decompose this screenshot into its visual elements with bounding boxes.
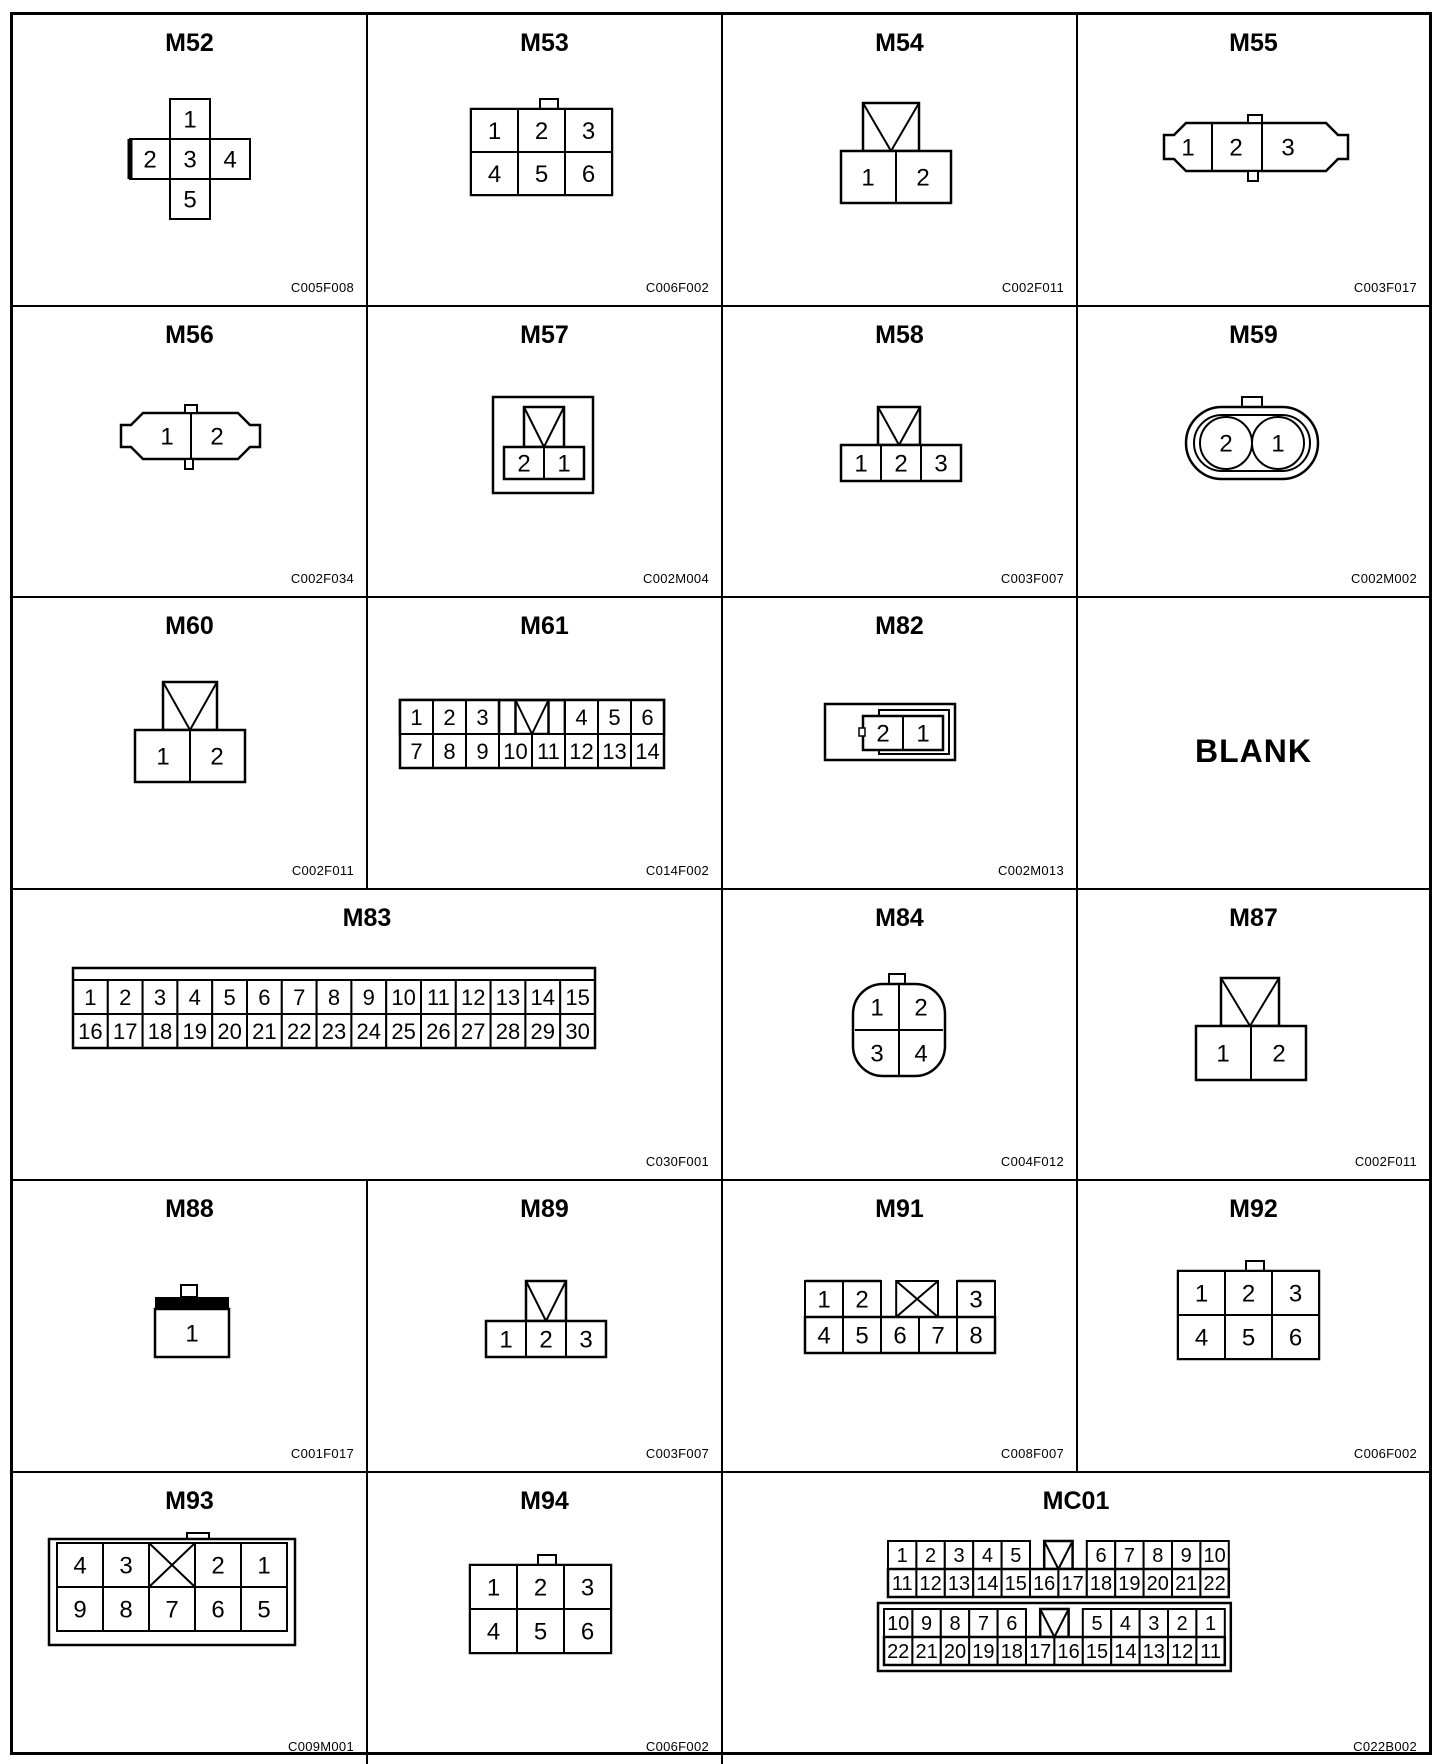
pin-number: 7: [410, 738, 423, 764]
pin-number: 11: [891, 1573, 913, 1596]
key-slot: [163, 682, 217, 730]
connector-diagram: [368, 1473, 723, 1764]
pin-number: 10: [1203, 1545, 1226, 1568]
pin-number: 1: [499, 1326, 513, 1354]
connector-code: C003F017: [1353, 280, 1417, 295]
pin-number: 4: [817, 1322, 831, 1350]
connector-cell-mc01: [723, 1473, 1429, 1764]
connector-code: C002M004: [643, 571, 709, 586]
pin-number: 17: [112, 1018, 138, 1044]
pin-number: 3: [476, 704, 489, 730]
connector-title: M56: [165, 321, 214, 349]
pin-number: 18: [1089, 1573, 1113, 1596]
pin-number: 14: [976, 1573, 999, 1596]
pin-number: 4: [981, 1545, 993, 1568]
pin-number: 7: [165, 1596, 179, 1624]
pin-number: 22: [1203, 1573, 1226, 1596]
pin-number: 4: [487, 161, 502, 189]
connector-diagram: [1078, 890, 1429, 1181]
pin-number: 4: [73, 1552, 87, 1580]
pin-number: 2: [925, 1545, 937, 1568]
pin-number: 15: [1004, 1573, 1027, 1596]
pin-number: 20: [1146, 1573, 1169, 1596]
pin-number: 16: [1057, 1641, 1080, 1664]
pin-number: 1: [156, 743, 170, 771]
pin-number: 9: [73, 1596, 87, 1624]
connector-diagram: [723, 15, 1078, 307]
pin-number: 14: [530, 984, 556, 1010]
connector-cell-m83: [13, 890, 723, 1181]
pin-number: 5: [1091, 1613, 1103, 1636]
pin-number: 9: [476, 738, 489, 764]
pin-number: 3: [1148, 1613, 1160, 1636]
connector-diagram: [13, 890, 723, 1181]
connector-cell-m94: [368, 1473, 723, 1764]
connector-cell-m54: [723, 15, 1078, 307]
connector-cell-m55: [1078, 15, 1429, 307]
connector-cell-m89: [368, 1181, 723, 1473]
pin-number: 6: [1006, 1613, 1018, 1636]
pin-number: 7: [1123, 1545, 1135, 1568]
pin-number: 10: [391, 984, 416, 1010]
pin-number: 10: [887, 1613, 910, 1636]
lock-tab: [1248, 115, 1262, 123]
lock-tab: [889, 974, 905, 984]
pin-number: 2: [143, 146, 157, 174]
pin-number: 12: [460, 984, 486, 1010]
connector-code: C006F002: [1353, 1446, 1417, 1461]
connector-title: M93: [165, 1487, 214, 1515]
pin-number: 13: [602, 738, 627, 764]
key-slot: [863, 103, 919, 151]
connector-code: C008F007: [1000, 1446, 1064, 1461]
connector-cell-m57: [368, 307, 723, 598]
lock-tab: [538, 1555, 556, 1565]
pin-number: 22: [286, 1018, 312, 1044]
key-slot: [524, 407, 564, 447]
connector-title: M60: [165, 612, 214, 640]
connector-title: M87: [1229, 904, 1278, 932]
pin-number: 20: [943, 1641, 967, 1664]
pin-number: 2: [1229, 134, 1243, 162]
pin-number: 2: [443, 704, 456, 730]
pin-number: 1: [1181, 134, 1195, 162]
pin-number: 1: [1194, 1280, 1209, 1308]
key-slot: [516, 700, 549, 734]
connector-title: M55: [1229, 29, 1278, 57]
pin-number: 2: [914, 994, 928, 1022]
connector-code: C002F011: [291, 863, 354, 878]
pin-number: 1: [861, 164, 875, 192]
connector-code: C030F001: [645, 1154, 709, 1169]
connector-diagram: [13, 15, 368, 307]
connector-cell-m92: [1078, 1181, 1429, 1473]
connector-title: M89: [520, 1195, 569, 1223]
pin-number: 1: [557, 450, 571, 478]
pin-number: 27: [460, 1018, 486, 1044]
pin-number: 3: [183, 146, 197, 174]
pin-number: 6: [893, 1322, 907, 1350]
connector-diagram: [723, 890, 1078, 1181]
pin-number: 1: [916, 720, 930, 748]
connector-diagram: [1078, 15, 1429, 307]
pin-number: 19: [1118, 1573, 1141, 1596]
connector-cell-m53: [368, 15, 723, 307]
connector-code: C006F002: [645, 1739, 709, 1754]
connector-cell-m93: [13, 1473, 368, 1764]
pin-number: 6: [211, 1596, 225, 1624]
pin-number: 1: [854, 450, 868, 478]
connector-title: M61: [520, 612, 569, 640]
lock-tab: [185, 459, 193, 469]
pin-number: 4: [914, 1040, 928, 1068]
connector-diagram: [368, 15, 723, 307]
pin-number: 5: [534, 161, 549, 189]
connector-title: M52: [165, 29, 214, 57]
connector-code: C003F007: [1000, 571, 1064, 586]
lock-tab: [1242, 397, 1262, 407]
connector-cell-m58: [723, 307, 1078, 598]
pin-number: 23: [321, 1018, 347, 1044]
connector-cell-blank: [1078, 598, 1429, 890]
connector-diagram: [1078, 307, 1429, 598]
pin-number: 1: [84, 984, 97, 1010]
lock-tab: [185, 405, 197, 413]
pin-number: 17: [1029, 1641, 1052, 1664]
pin-number: 25: [391, 1018, 416, 1044]
connector-cell-m60: [13, 598, 368, 890]
pin-number: 1: [183, 106, 197, 134]
pin-number: 20: [217, 1018, 242, 1044]
pin-number: 1: [1205, 1613, 1217, 1636]
pin-number: 13: [495, 984, 521, 1010]
connector-diagram: [1078, 1181, 1429, 1473]
connector-code: C002F011: [1001, 280, 1064, 295]
pin-number: 6: [641, 704, 654, 730]
pin-number: 5: [257, 1596, 271, 1624]
pin-number: 10: [503, 738, 528, 764]
pin-number: 1: [257, 1552, 271, 1580]
connector-code: C014F002: [645, 863, 709, 878]
connector-cell-m59: [1078, 307, 1429, 598]
pin-number: 7: [977, 1613, 989, 1636]
pin-number: 2: [876, 720, 890, 748]
pin-number: 3: [953, 1545, 965, 1568]
lock-tab: [540, 99, 558, 109]
connector-code: C003F007: [645, 1446, 709, 1461]
connector-title: M57: [520, 321, 569, 349]
pin-number: 18: [1000, 1641, 1023, 1664]
pin-number: 2: [119, 984, 132, 1010]
pin-number: 16: [78, 1018, 103, 1044]
pin-number: 2: [1272, 1040, 1286, 1068]
connector-title: M59: [1229, 321, 1278, 349]
lock-tab: [1248, 171, 1258, 181]
pin-number: 5: [1241, 1324, 1256, 1352]
pin-number: 4: [1119, 1613, 1131, 1636]
connector-code: C002F011: [1354, 1154, 1417, 1169]
connector-code: C001F017: [290, 1446, 354, 1461]
connector-title: MC01: [1042, 1487, 1110, 1515]
connector-diagram: [13, 1473, 368, 1764]
pin-number: 6: [1095, 1545, 1107, 1568]
pin-number: 1: [1216, 1040, 1230, 1068]
connector-code: C005F008: [290, 280, 354, 295]
pin-number: 2: [894, 450, 908, 478]
connector-title: M88: [165, 1195, 214, 1223]
connector-code: C002M013: [998, 863, 1064, 878]
pin-number: 15: [1085, 1641, 1109, 1664]
pin-number: 2: [211, 1552, 225, 1580]
pin-number: 3: [870, 1040, 884, 1068]
connector-title: M82: [875, 612, 924, 640]
connector-diagram: [13, 307, 368, 598]
pin-number: 17: [1061, 1573, 1084, 1596]
key-slot: [526, 1281, 566, 1321]
pin-number: 8: [969, 1322, 983, 1350]
pin-number: 2: [533, 1574, 548, 1602]
pin-number: 1: [160, 423, 174, 451]
connector-title: M91: [875, 1195, 924, 1223]
lock-tab: [181, 1285, 197, 1297]
connector-title: M54: [875, 29, 924, 57]
connector-cell-m91: [723, 1181, 1078, 1473]
pin-number: 19: [972, 1641, 995, 1664]
pin-number: 11: [1200, 1641, 1221, 1664]
pin-number: 28: [495, 1018, 521, 1044]
connector-title: M58: [875, 321, 924, 349]
pin-number: 24: [356, 1018, 382, 1044]
pin-number: 2: [1241, 1280, 1256, 1308]
pin-number: 30: [565, 1018, 590, 1044]
pin-number: 1: [185, 1320, 199, 1348]
pin-number: 8: [949, 1613, 961, 1636]
pin-number: 4: [575, 704, 588, 730]
pin-number: 6: [580, 1618, 595, 1646]
pin-number: 18: [147, 1018, 173, 1044]
pin-number: 12: [1171, 1641, 1194, 1664]
pin-number: 2: [534, 118, 549, 146]
pin-number: 21: [1175, 1573, 1198, 1596]
connector-title: M84: [875, 904, 924, 932]
pin-number: 5: [855, 1322, 869, 1350]
key-slot: [878, 407, 920, 445]
connector-code: C002M002: [1351, 571, 1417, 586]
key-slot: [1221, 978, 1279, 1026]
connector-chart: [10, 12, 1432, 1755]
pin-number: 5: [1010, 1545, 1022, 1568]
pin-number: 16: [1033, 1573, 1056, 1596]
pin-number: 3: [1288, 1280, 1303, 1308]
connector-diagram: [368, 1181, 723, 1473]
pin-number: 5: [183, 186, 197, 214]
connector-diagram: [368, 307, 723, 598]
pin-number: 14: [1114, 1641, 1137, 1664]
pin-number: 13: [1142, 1641, 1165, 1664]
connector-diagram: [723, 598, 1078, 890]
pin-number: 22: [887, 1641, 910, 1664]
pin-number: 2: [855, 1286, 869, 1314]
connector-cell-m88: [13, 1181, 368, 1473]
lock-tab: [859, 728, 865, 736]
pin-number: 19: [182, 1018, 208, 1044]
key-slot: [1040, 1609, 1068, 1637]
pin-number: 2: [1219, 430, 1233, 458]
key-slot: [1044, 1541, 1072, 1569]
pin-number: 2: [210, 743, 224, 771]
pin-number: 8: [327, 984, 341, 1010]
connector-code: C006F002: [645, 280, 709, 295]
connector-cell-m84: [723, 890, 1078, 1181]
pin-number: 4: [1194, 1324, 1209, 1352]
connector-code: C022B002: [1353, 1739, 1417, 1754]
pin-number: 21: [915, 1641, 938, 1664]
connector-code: C009M001: [288, 1739, 354, 1754]
pin-number: 1: [487, 118, 502, 146]
blank-label: BLANK: [1195, 733, 1312, 769]
pin-number: 1: [896, 1545, 908, 1568]
connector-latch: [155, 1297, 229, 1309]
pin-number: 9: [362, 984, 375, 1010]
pin-number: 4: [223, 146, 237, 174]
pin-number: 11: [426, 984, 450, 1010]
connector-diagram: [13, 598, 368, 890]
pin-number: 3: [581, 118, 596, 146]
pin-number: 8: [1152, 1545, 1164, 1568]
pin-number: 6: [581, 161, 596, 189]
pin-number: 1: [410, 704, 423, 730]
pin-number: 2: [539, 1326, 553, 1354]
pin-number: 21: [252, 1018, 277, 1044]
pin-number: 29: [530, 1018, 556, 1044]
pin-number: 3: [1281, 134, 1295, 162]
lock-tab: [1246, 1261, 1264, 1271]
pin-number: 12: [569, 738, 594, 764]
pin-number: 14: [635, 738, 660, 764]
pin-number: 12: [919, 1573, 942, 1596]
pin-number: 4: [188, 984, 201, 1010]
pin-number: 1: [870, 994, 884, 1022]
pin-number: 9: [1180, 1545, 1192, 1568]
connector-title: M83: [342, 904, 392, 932]
connector-diagram: [723, 1181, 1078, 1473]
connector-cell-m52: [13, 15, 368, 307]
pin-number: 2: [916, 164, 930, 192]
pin-number: 6: [258, 984, 271, 1010]
pin-number: 9: [921, 1613, 933, 1636]
connector-cell-m61: [368, 598, 723, 890]
pin-number: 2: [210, 423, 224, 451]
connector-outline: [73, 968, 595, 980]
pin-number: 1: [486, 1574, 501, 1602]
pin-number: 3: [580, 1574, 595, 1602]
connector-diagram: [13, 1181, 368, 1473]
pin-number: 8: [119, 1596, 133, 1624]
connector-title: M92: [1229, 1195, 1278, 1223]
pin-number: 5: [533, 1618, 548, 1646]
connector-diagram: [723, 1473, 1429, 1764]
pin-number: 2: [517, 450, 531, 478]
connector-cell-m82: [723, 598, 1078, 890]
connector-title: M53: [520, 29, 569, 57]
pin-number: 1: [817, 1286, 831, 1314]
pin-number: 6: [1288, 1324, 1303, 1352]
pin-number: 2: [1176, 1613, 1188, 1636]
pin-number: 7: [931, 1322, 945, 1350]
pin-number: 3: [119, 1552, 133, 1580]
connector-code: C004F012: [1000, 1154, 1064, 1169]
pin-number: 3: [934, 450, 948, 478]
pin-number: 3: [153, 984, 167, 1010]
connector-cell-m56: [13, 307, 368, 598]
pin-number: 26: [426, 1018, 451, 1044]
pin-number: 7: [293, 984, 306, 1010]
pin-number: 11: [537, 738, 560, 764]
connector-diagram: [368, 598, 723, 890]
pin-number: 8: [443, 738, 456, 764]
pin-number: 3: [969, 1286, 983, 1314]
connector-diagram: [723, 307, 1078, 598]
pin-number: 3: [579, 1326, 593, 1354]
pin-number: 13: [947, 1573, 971, 1596]
pin-number: 5: [223, 984, 236, 1010]
connector-cell-m87: [1078, 890, 1429, 1181]
pin-number: 4: [486, 1618, 501, 1646]
pin-number: 15: [565, 984, 590, 1010]
pin-number: 1: [1271, 430, 1285, 458]
pin-number: 5: [608, 704, 621, 730]
connector-code: C002F034: [290, 571, 354, 586]
connector-title: M94: [520, 1487, 569, 1515]
